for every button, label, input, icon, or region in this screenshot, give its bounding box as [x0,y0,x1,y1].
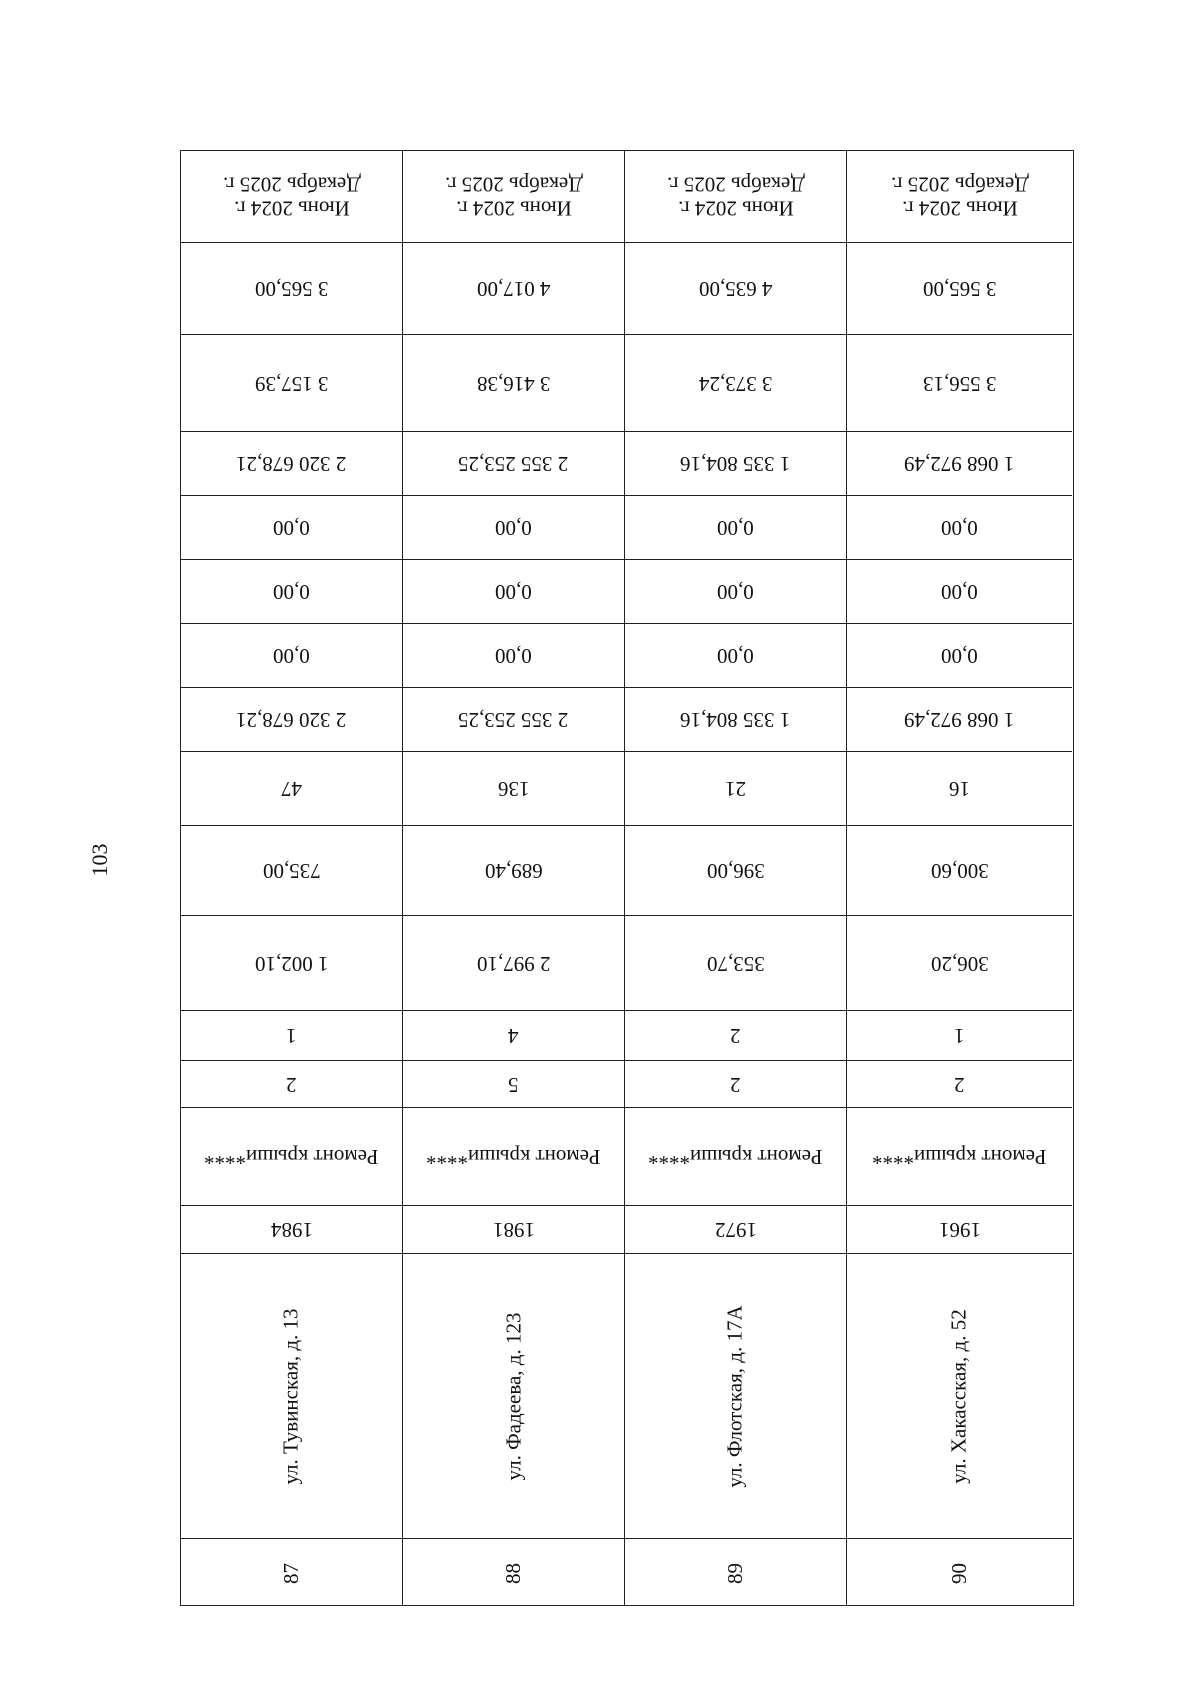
area-total-cell [847,916,1072,1011]
period-cell [625,151,846,243]
table-row [181,151,403,1605]
value-c: 0,00 [717,644,754,668]
entrances: 4 [508,1024,519,1048]
value-c: 0,00 [273,644,310,668]
residents: 47 [281,777,302,801]
unit-limit: 4 635,00 [698,277,773,301]
value-c-cell [625,624,846,688]
unit-cost: 3 157,39 [254,371,329,396]
period-line-2: Декабрь 2025 г. [444,172,583,197]
value-a: 0,00 [717,516,754,540]
value-a: 0,00 [273,516,310,540]
table-row [625,151,847,1605]
period-line-2: Декабрь 2025 г. [222,172,361,197]
year: 1961 [938,1218,981,1242]
unit-cost-cell [181,335,402,432]
value-b-cell [625,560,846,624]
work-type: Ремонт крыши**** [426,1145,601,1169]
unit-cost-cell [847,335,1072,432]
entrances: 1 [954,1024,965,1048]
area-living-cell [403,826,624,916]
area-living: 396,00 [706,859,765,883]
row-number-cell [847,1539,1072,1607]
floors: 5 [508,1072,519,1097]
value-b-cell [181,560,402,624]
floors-cell [181,1061,402,1108]
work-type-cell [847,1108,1072,1206]
cost-fund-cell [403,688,624,752]
address-cell [181,1254,402,1539]
area-total: 1 002,10 [254,951,329,976]
row-number-cell [403,1539,624,1607]
cost-fund: 2 355 253,25 [458,708,569,732]
cost-fund-cell [847,688,1072,752]
year-cell [625,1206,846,1254]
year-cell [847,1206,1072,1254]
value-a: 0,00 [495,516,532,540]
period-line-1: Июнь 2024 г. [901,196,1018,221]
floors: 2 [286,1072,297,1097]
residents-cell [625,752,846,826]
residents-cell [847,752,1072,826]
roof-repair-table [180,150,1074,1606]
cost-fund: 1 068 972,49 [904,708,1015,732]
period-line-2: Декабрь 2025 г. [666,172,805,197]
floors: 2 [730,1072,741,1097]
floors-cell [625,1061,846,1108]
table-row [847,151,1072,1605]
work-type: Ремонт крыши**** [872,1145,1047,1169]
year: 1972 [714,1218,757,1242]
entrances-cell [847,1011,1072,1061]
address: ул. Флотская, д. 17А [723,1304,747,1488]
period-cell [403,151,624,243]
address-cell [847,1254,1072,1539]
entrances: 2 [730,1024,741,1048]
entrances-cell [403,1011,624,1061]
unit-cost: 3 416,38 [476,371,551,396]
cost-fund-cell [181,688,402,752]
value-a-cell [625,496,846,560]
residents: 21 [725,777,746,801]
address: ул. Хакасская, д. 52 [946,1308,971,1484]
area-living-cell [847,826,1072,916]
row-number: 89 [723,1562,747,1584]
area-total: 306,20 [930,951,989,976]
period-line-2: Декабрь 2025 г. [890,172,1029,197]
area-total: 2 997,10 [476,951,551,976]
work-type: Ремонт крыши**** [204,1145,379,1169]
area-living: 735,00 [262,859,321,883]
period-line-1: Июнь 2024 г. [233,196,350,221]
residents: 16 [949,777,970,801]
page-number: 103 [87,843,112,877]
cost-total-cell [403,432,624,496]
cost-total-cell [847,432,1072,496]
value-b: 0,00 [273,580,310,604]
address: ул. Фадеева, д. 123 [500,1312,525,1480]
unit-limit-cell [403,243,624,335]
floors-cell [403,1061,624,1108]
address-cell [625,1254,846,1539]
period-line-1: Июнь 2024 г. [677,196,794,221]
cost-total-cell [625,432,846,496]
cost-fund-cell [625,688,846,752]
cost-fund: 2 320 678,21 [236,708,347,732]
floors: 2 [954,1072,965,1097]
table-row [403,151,625,1605]
value-a: 0,00 [941,516,978,540]
value-b: 0,00 [495,580,532,604]
value-b: 0,00 [941,580,978,604]
value-c-cell [403,624,624,688]
unit-limit: 3 565,00 [254,277,329,301]
cost-total-cell [181,432,402,496]
entrances-cell [181,1011,402,1061]
value-c-cell [847,624,1072,688]
unit-limit-cell [625,243,846,335]
unit-cost: 3 373,24 [698,371,773,396]
unit-limit-cell [847,243,1072,335]
period-line-1: Июнь 2024 г. [455,196,572,221]
value-b-cell [403,560,624,624]
address-cell [403,1254,624,1539]
value-a-cell [403,496,624,560]
entrances-cell [625,1011,846,1061]
unit-limit: 4 017,00 [476,277,551,301]
residents-cell [403,752,624,826]
unit-cost-cell [403,335,624,432]
value-c-cell [181,624,402,688]
work-type-cell [403,1108,624,1206]
residents: 136 [497,777,530,801]
period-cell [847,151,1072,243]
value-b: 0,00 [717,580,754,604]
cost-fund: 1 335 804,16 [680,708,791,732]
cost-total: 1 068 972,49 [904,452,1015,476]
year: 1984 [270,1218,313,1242]
value-c: 0,00 [495,644,532,668]
floors-cell [847,1061,1072,1108]
address: ул. Тувинская, д. 13 [278,1307,303,1485]
area-total-cell [403,916,624,1011]
unit-cost-cell [625,335,846,432]
faint-stamp-mark [975,1612,1145,1662]
work-type: Ремонт крыши**** [648,1145,823,1169]
year-cell [181,1206,402,1254]
row-number-cell [625,1539,846,1607]
area-total-cell [181,916,402,1011]
cost-total: 1 335 804,16 [680,452,791,476]
row-number-cell [181,1539,402,1607]
row-number: 88 [501,1562,525,1584]
area-living: 689,40 [484,859,543,883]
area-living: 300,60 [930,859,989,883]
area-total: 353,70 [706,951,765,976]
work-type-cell [625,1108,846,1206]
row-number: 87 [279,1562,303,1584]
area-living-cell [181,826,402,916]
period-cell [181,151,402,243]
row-number: 90 [947,1562,971,1584]
cost-total: 2 355 253,25 [458,452,569,476]
unit-limit-cell [181,243,402,335]
value-b-cell [847,560,1072,624]
residents-cell [181,752,402,826]
work-type-cell [181,1108,402,1206]
area-living-cell [625,826,846,916]
cost-total: 2 320 678,21 [236,452,347,476]
unit-cost: 3 556,13 [922,371,997,396]
value-a-cell [847,496,1072,560]
entrances: 1 [286,1024,297,1048]
unit-limit: 3 565,00 [922,277,997,301]
area-total-cell [625,916,846,1011]
year-cell [403,1206,624,1254]
value-a-cell [181,496,402,560]
value-c: 0,00 [941,644,978,668]
year: 1981 [492,1218,535,1242]
